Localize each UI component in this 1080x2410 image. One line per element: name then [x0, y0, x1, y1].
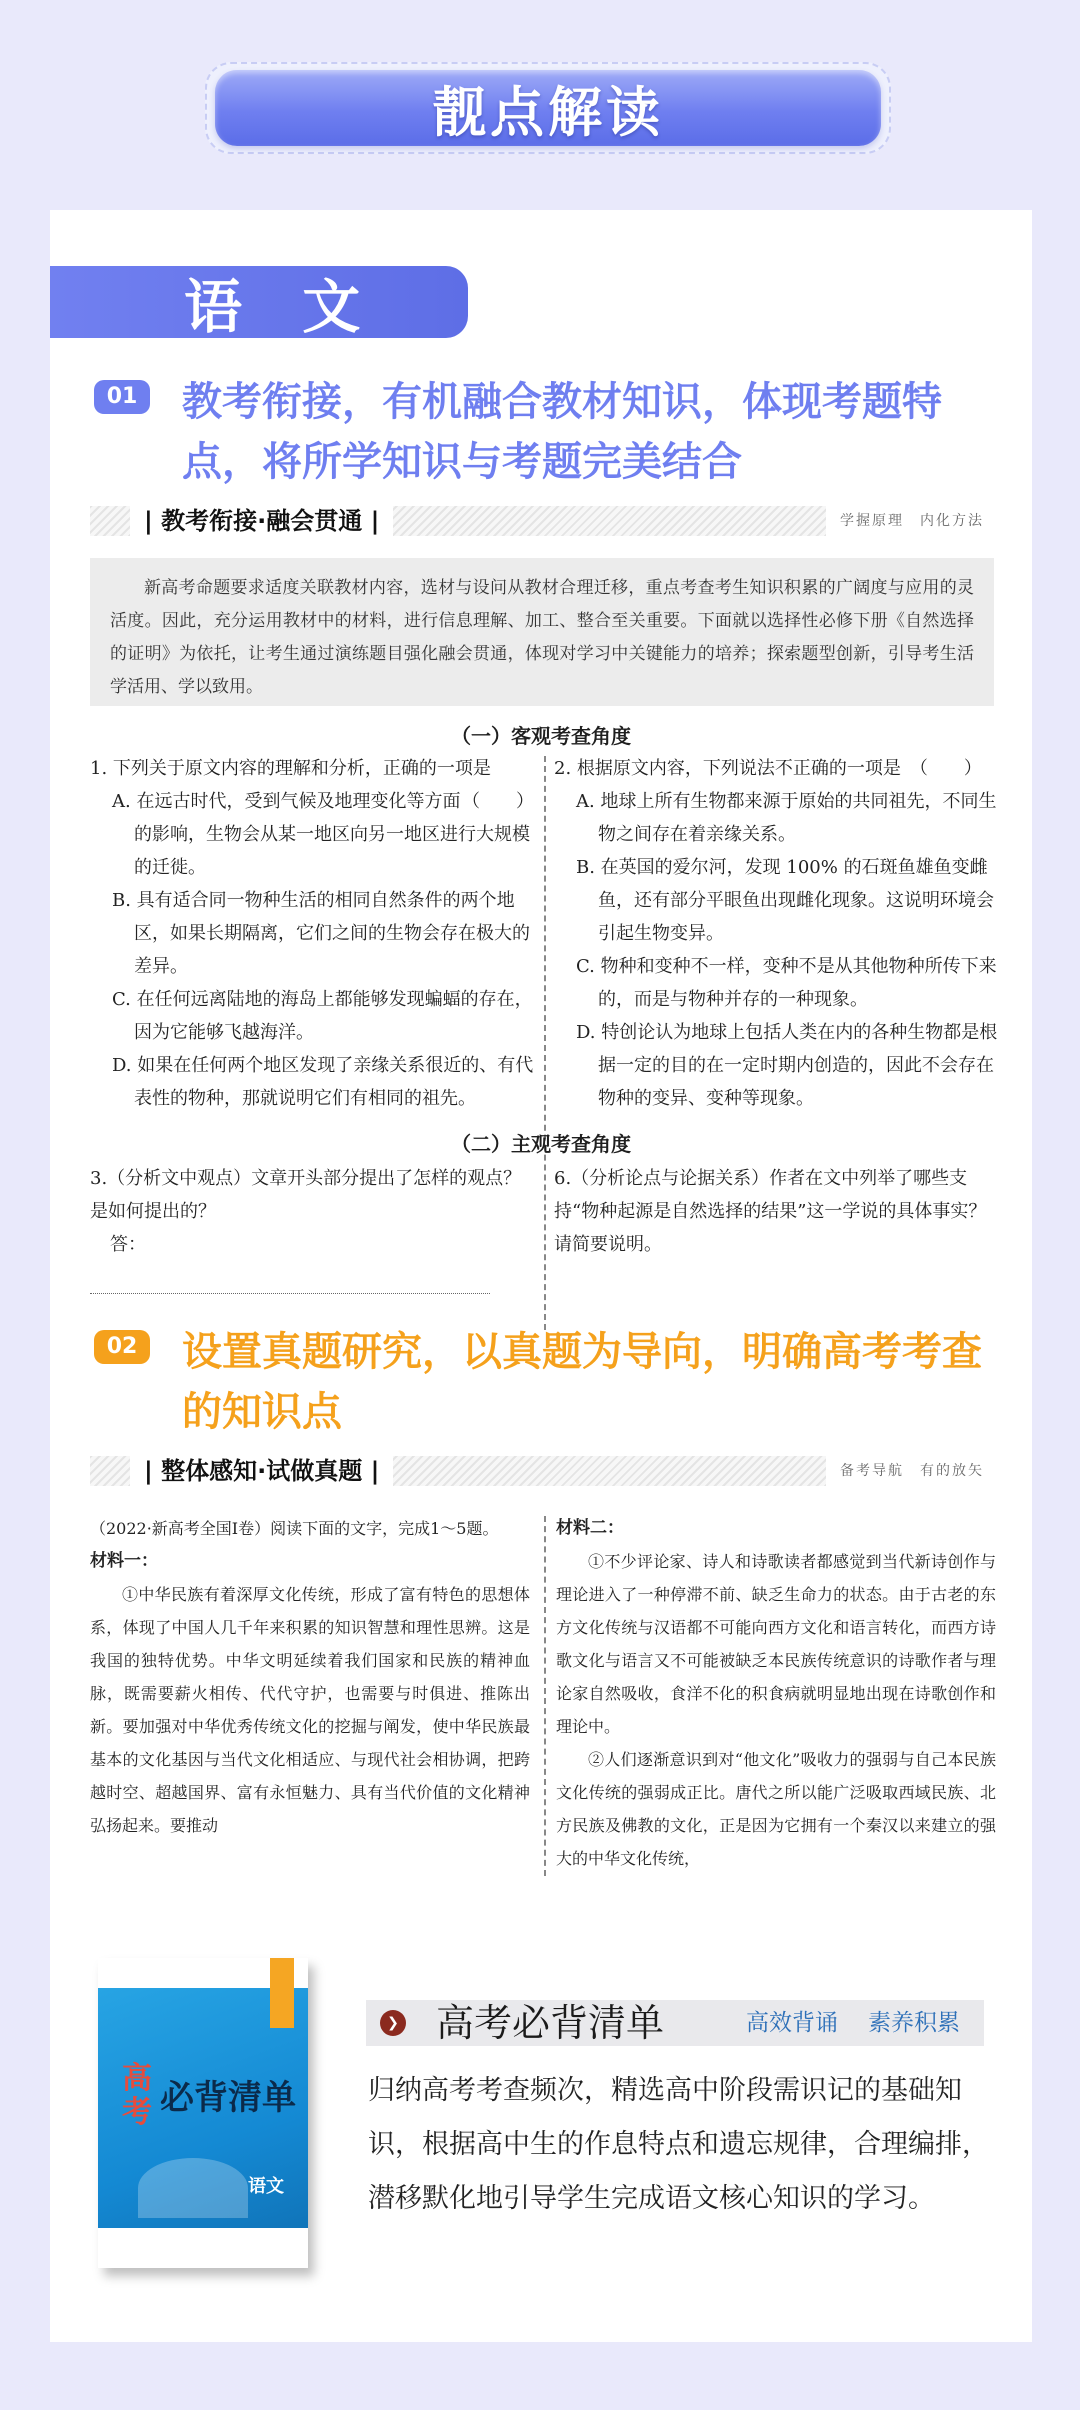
question-2-option-c: C. 物种和变种不一样，变种不是从其他物种所传下来的，而是与物种并存的一种现象。	[576, 956, 997, 1010]
section2-title: 设置真题研究，以真题为导向，明确高考考查的知识点	[182, 1329, 982, 1435]
material-2-text-2: ②人们逐渐意识到对“他文化”吸收力的强弱与自己本民族文化传统的强弱成正比。唐代之所以能广泛吸取西域民族、北方民族及佛教的文化，正是因为它拥有一个秦汉以来建立的强大的中华文化传统，	[556, 1750, 996, 1868]
reading-source: （2022·新高考全国Ⅰ卷）阅读下面的文字，完成1～5题。	[90, 1519, 499, 1538]
chevron-right-icon: ❯	[380, 2010, 406, 2036]
book-title: 必背清单	[160, 2078, 296, 2118]
divider-2	[544, 1516, 546, 1876]
promo-description: 归纳高考考查频次，精选高中阶段需识记的基础知识，根据高中生的作息特点和遗忘规律，合理编排，潜移默化地引导学生完成语文核心知识的学习。	[368, 2075, 989, 2214]
question-3	[90, 1162, 534, 1294]
question-2-stem: 2. 根据原文内容，下列说法不正确的一项是 （ ）	[554, 758, 982, 779]
divider-1	[544, 756, 546, 1330]
section1-band	[90, 506, 994, 536]
question-3-stem: 3.（分析文中观点）文章开头部分提出了怎样的观点？是如何提出的？	[90, 1168, 522, 1222]
book-ribbon	[270, 1958, 294, 2028]
reading-left	[90, 1512, 530, 1842]
reading-right	[556, 1512, 996, 1875]
promo-tag-2: 素养积累	[868, 2010, 960, 2036]
section2-band-label: | 整体感知·试做真题 |	[130, 1452, 393, 1490]
question-1-option-a: A. 在远古时代，受到气候及地理变化等方面的影响，生物会从某一地区向另一地区进行大规模的迁徙。	[112, 791, 530, 878]
material-1-label: 材料一：	[90, 1551, 158, 1571]
part1-title: （一）客观考查角度	[451, 724, 631, 748]
question-2-option-d: D. 特创论认为地球上包括人类在内的各种生物都是根据一定的目的在一定时期内创造的，因此不会存在物种的变异、变种等现象。	[576, 1022, 998, 1109]
promo-tag-1: 高效背诵	[746, 2010, 838, 2036]
section2-header	[94, 1322, 994, 1442]
question-6-stem: 6.（分析论点与论据关系）作者在文中列举了哪些支持“物种起源是自然选择的结果”这一学说的具体事实？请简要说明。	[554, 1168, 987, 1255]
material-2-label: 材料二：	[556, 1518, 624, 1538]
question-2	[554, 752, 998, 1115]
question-1-option-d: D. 如果在任何两个地区发现了亲缘关系很近的、有代表性的物种，那就说明它们有相同的祖先。	[112, 1055, 534, 1109]
subject-label: 语 文	[184, 273, 381, 341]
section2-number: 02	[94, 1330, 150, 1364]
subject-tab	[50, 266, 468, 341]
book-subject: 语文	[248, 2176, 284, 2197]
material-2-text-1: ①不少评论家、诗人和诗歌读者都感觉到当代新诗创作与理论进入了一种停滞不前、缺乏生命力的状态。由于古老的东方文化传统与汉语都不可能向西方文化和语言转化，而西方诗歌文化与语言又不可能被缺乏本民族传统意识的诗歌作者与理论家自然吸收，食洋不化的积食病就明显地出现在诗歌创作和理论中。	[556, 1552, 996, 1736]
section1-intro: 新高考命题要求适度关联教材内容，选材与设问从教材合理迁移，重点考查考生知识积累的广阔度与应用的灵活度。因此，充分运用教材中的材料，进行信息理解、加工、整合至关重要。下面就以选择性必修下册《自然选择的证明》为依托，让考生通过演练题目强化融会贯通，体现对学习中关键能力的培养；探索题型创新，引导考生活学活用、学以致用。	[90, 558, 994, 706]
question-1-option-b: B. 具有适合同一物种生活的相同自然条件的两个地区，如果长期隔离，它们之间的生物会存在极大的差异。	[112, 890, 530, 977]
part2-title: （二）主观考查角度	[451, 1132, 631, 1156]
question-3-answer[interactable]: 答：	[90, 1228, 534, 1294]
material-1-text: ①中华民族有着深厚文化传统，形成了富有特色的思想体系，体现了中国人几千年来积累的知识智慧和理性思辨。这是我国的独特优势。中华文明延续着我们国家和民族的精神血脉，既需要薪火相传、代代守护，也需要与时俱进、推陈出新。要加强对中华优秀传统文化的挖掘与阐发，使中华民族最基本的文化基因与当代文化相适应、与现代社会相协调，把跨越时空、超越国界、富有永恒魅力、具有当代价值的文化精神弘扬起来。要推动	[90, 1585, 530, 1835]
question-1-option-c: C. 在任何远离陆地的海岛上都能够发现蝙蝠的存在，因为它能够飞越海洋。	[112, 989, 533, 1043]
answer-line[interactable]	[90, 1271, 490, 1294]
question-1-stem: 1. 下列关于原文内容的理解和分析，正确的一项是 （ ）	[90, 758, 534, 812]
question-2-option-b: B. 在英国的爱尔河，发现 100% 的石斑鱼雄鱼变雌鱼，还有部分平眼鱼出现雌化现象。这说明环境会引起生物变异。	[576, 857, 994, 944]
page-title: 靓点解读	[432, 80, 664, 144]
title-banner	[205, 62, 891, 154]
section2-band-tag: 备考导航 有的放矢	[826, 1456, 994, 1486]
section2-band	[90, 1456, 994, 1486]
section1-header	[94, 372, 994, 492]
section1-band-tag: 学握原理 内化方法	[826, 506, 994, 536]
book-gaokao: 高考	[122, 2061, 152, 2130]
promo-header	[366, 2000, 984, 2046]
question-1	[90, 752, 534, 1115]
promo-title: 高考必背清单	[436, 2001, 665, 2045]
content-card	[50, 210, 1032, 2342]
section1-title: 教考衔接，有机融合教材知识，体现考题特点，将所学知识与考题完美结合	[182, 379, 942, 485]
question-6	[554, 1162, 998, 1261]
question-2-option-a: A. 地球上所有生物都来源于原始的共同祖先，不同生物之间存在着亲缘关系。	[576, 791, 997, 845]
title-pill	[215, 70, 881, 146]
section1-number: 01	[94, 380, 150, 414]
book-illustration	[138, 2158, 248, 2218]
section1-band-label: | 教考衔接·融会贯通 |	[130, 502, 393, 540]
book-cover-image	[98, 1958, 308, 2268]
